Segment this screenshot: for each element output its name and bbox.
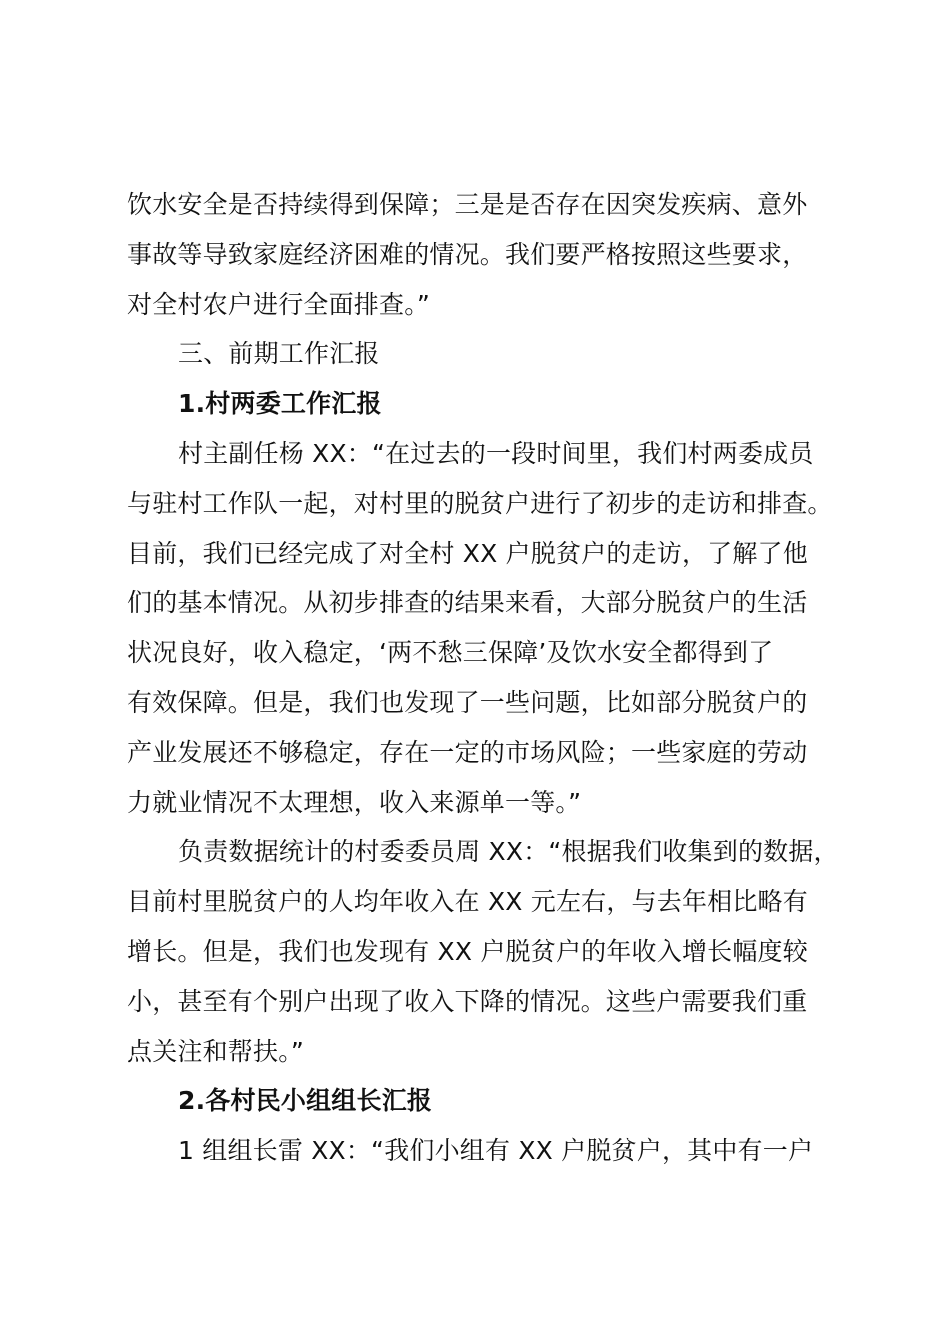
body-text-line: 点关注和帮扶。”: [127, 1036, 305, 1066]
body-text-line: 饮水安全是否持续得到保障；三是是否存在因突发疾病、意外: [127, 190, 808, 219]
body-text-line: 目前，我们已经完成了对全村 XX 户脱贫户的走访，了解了他: [127, 538, 808, 568]
body-text-line: 对全村农户进行全面排查。”: [127, 289, 431, 319]
document-body: [127, 180, 847, 1176]
subsection-heading: 2.各村民小组组长汇报: [178, 1086, 433, 1116]
body-text-line: 事故等导致家庭经济困难的情况。我们要严格按照这些要求，: [127, 239, 808, 269]
body-text-line: 产业发展还不够稳定，存在一定的市场风险；一些家庭的劳动: [127, 737, 808, 767]
body-text-line: 小，甚至有个别户出现了收入下降的情况。这些户需要我们重: [127, 986, 808, 1016]
paragraph-first-line: 1 组组长雷 XX：“我们小组有 XX 户脱贫户，其中有一户: [178, 1136, 814, 1166]
paragraph-first-line: 负责数据统计的村委委员周 XX：“根据我们收集到的数据，: [178, 837, 839, 867]
body-text-line: 状况良好，收入稳定，‘两不愁三保障’及饮水安全都得到了: [127, 638, 774, 668]
section-heading: 三、前期工作汇报: [178, 339, 380, 369]
body-text-line: 们的基本情况。从初步排查的结果来看，大部分脱贫户的生活: [127, 588, 808, 618]
body-text-line: 与驻村工作队一起，对村里的脱贫户进行了初步的走访和排查。: [127, 488, 833, 518]
body-text-line: 有效保障。但是，我们也发现了一些问题，比如部分脱贫户的: [127, 687, 808, 717]
body-text-line: 目前村里脱贫户的人均年收入在 XX 元左右，与去年相比略有: [127, 887, 808, 917]
body-text-line: 增长。但是，我们也发现有 XX 户脱贫户的年收入增长幅度较: [127, 936, 808, 966]
body-text-line: 力就业情况不太理想，收入来源单一等。”: [127, 787, 582, 817]
paragraph-first-line: 村主副任杨 XX：“在过去的一段时间里，我们村两委成员: [178, 438, 814, 468]
subsection-heading: 1.村两委工作汇报: [178, 389, 382, 419]
